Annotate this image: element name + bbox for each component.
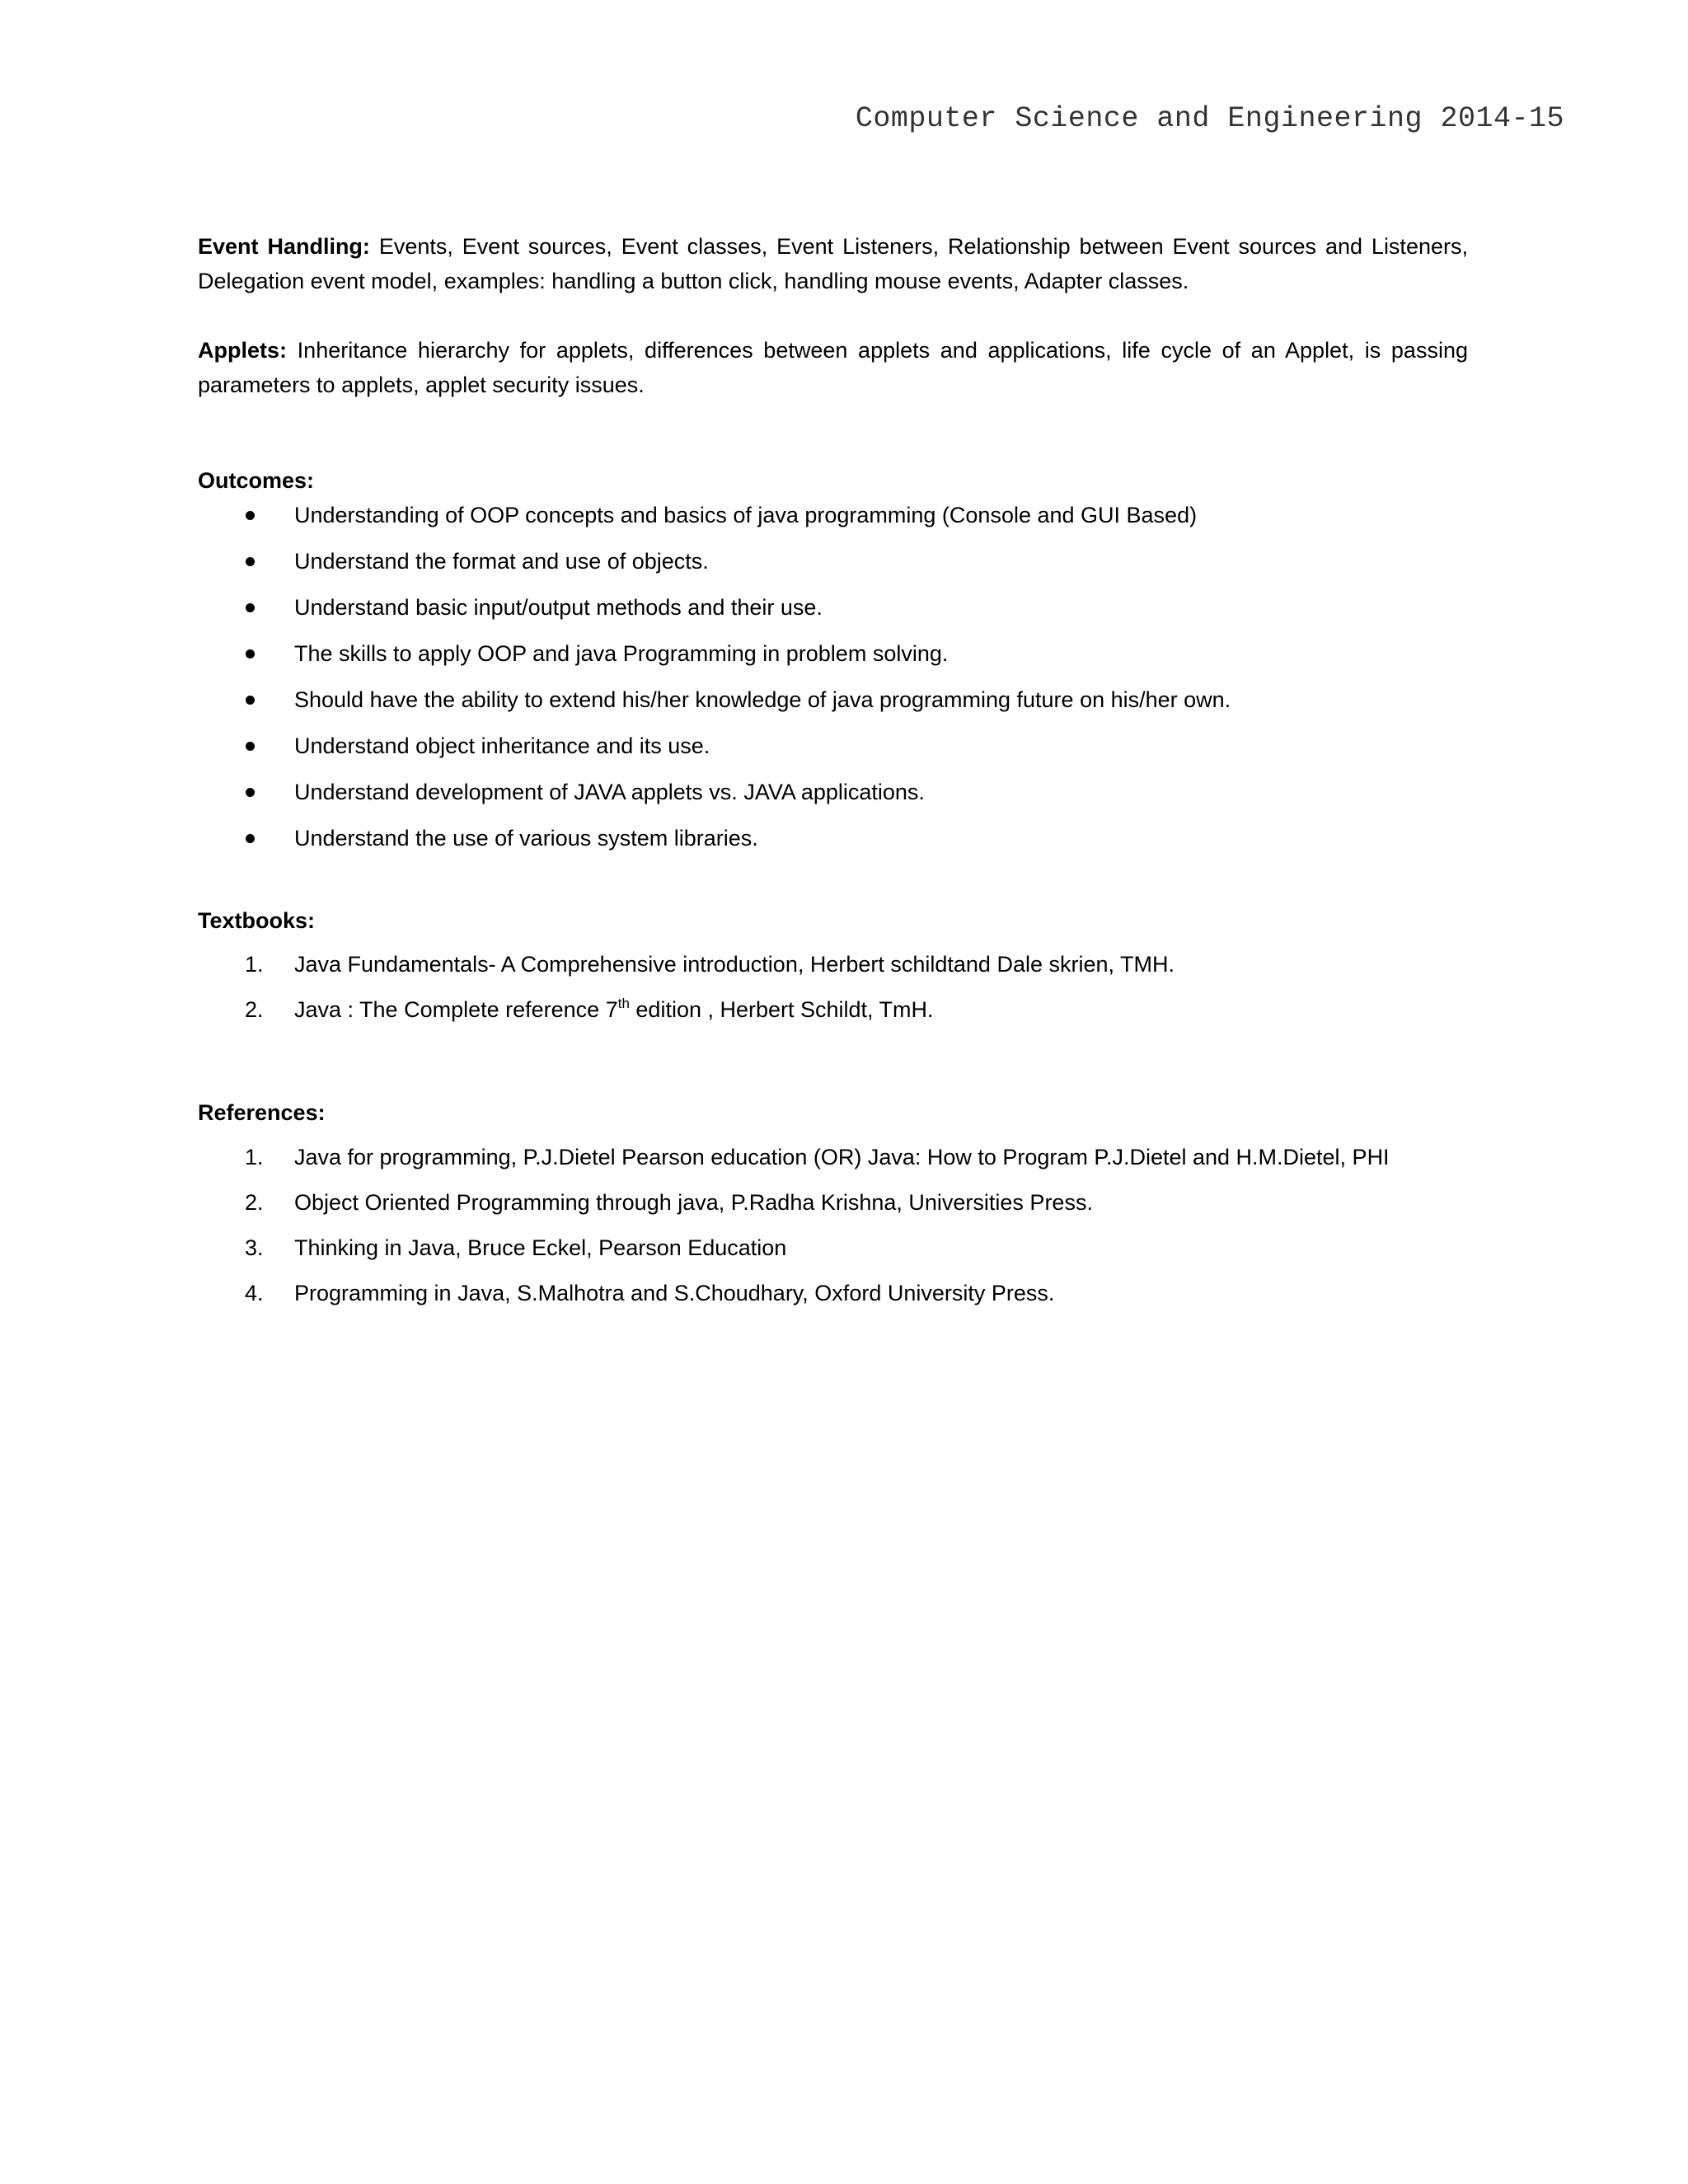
outcome-item xyxy=(198,682,1468,729)
bullet-icon xyxy=(246,742,255,751)
list-number: 3. xyxy=(245,1235,264,1260)
reference-text: Object Oriented Programming through java, P.Radha Krishna, Universities Press. xyxy=(294,1190,1093,1215)
textbook-text: Java Fundamentals- A Comprehensive introduction, Herbert schildtand Dale skrien, TMH. xyxy=(294,952,1175,977)
references-section xyxy=(198,1095,1468,1321)
edition-superscript: th xyxy=(617,996,630,1011)
reference-item xyxy=(198,1140,1468,1185)
outcome-item xyxy=(198,590,1468,636)
reference-item xyxy=(198,1230,1468,1276)
textbook-item xyxy=(198,947,1468,992)
references-heading: References: xyxy=(198,1100,326,1125)
list-number: 1. xyxy=(245,1145,264,1169)
bullet-icon xyxy=(246,511,255,520)
event-handling-text: Events, Event sources, Event classes, Event Listeners, Relationship between Event sources and Listeners, Delegation event model, examples: handling a button click, handling mouse events, Adapter classes. xyxy=(198,234,1468,293)
applets-paragraph xyxy=(198,333,1468,402)
applets-label: Applets: xyxy=(198,338,287,363)
textbooks-section xyxy=(198,903,1468,1038)
outcome-text: Understanding of OOP concepts and basics of java programming (Console and GUI Based) xyxy=(294,503,1198,527)
outcome-text: Understand basic input/output methods and their use. xyxy=(294,595,823,620)
outcome-item xyxy=(198,775,1468,821)
reference-item xyxy=(198,1276,1468,1321)
outcomes-heading: Outcomes: xyxy=(198,468,315,493)
bullet-icon xyxy=(246,788,255,797)
running-header: Computer Science and Engineering 2014-15 xyxy=(855,102,1564,135)
references-list xyxy=(198,1140,1468,1321)
bullet-icon xyxy=(246,649,255,658)
outcome-item xyxy=(198,636,1468,682)
textbooks-list xyxy=(198,947,1468,1038)
applets-text: Inheritance hierarchy for applets, differences between applets and applications, life cycle of an Applet, is passing parameters to applets, applet security issues. xyxy=(198,338,1468,397)
textbooks-heading: Textbooks: xyxy=(198,908,316,933)
outcome-item xyxy=(198,498,1468,544)
list-number: 2. xyxy=(245,1190,264,1215)
textbook-text-after: edition , Herbert Schildt, TmH. xyxy=(629,997,934,1022)
list-number: 4. xyxy=(245,1281,264,1305)
outcomes-list xyxy=(198,498,1468,867)
bullet-icon xyxy=(246,557,255,566)
bullet-icon xyxy=(246,834,255,843)
outcome-text: Understand object inheritance and its use. xyxy=(294,733,710,758)
reference-text: Programming in Java, S.Malhotra and S.Choudhary, Oxford University Press. xyxy=(294,1281,1055,1305)
reference-text: Thinking in Java, Bruce Eckel, Pearson Education xyxy=(294,1235,787,1260)
event-handling-paragraph xyxy=(198,229,1468,298)
reference-item xyxy=(198,1185,1468,1230)
outcome-text: Should have the ability to extend his/her knowledge of java programming future on his/her own. xyxy=(294,687,1231,712)
list-number: 2. xyxy=(245,997,264,1022)
bullet-icon xyxy=(246,603,255,612)
outcome-text: Understand the use of various system libraries. xyxy=(294,826,758,851)
outcome-text: Understand development of JAVA applets vs. JAVA applications. xyxy=(294,780,925,804)
textbook-text-before: Java : The Complete reference 7 xyxy=(294,997,618,1022)
page-content xyxy=(198,229,1468,1321)
outcome-item xyxy=(198,544,1468,590)
outcome-text: The skills to apply OOP and java Programming in problem solving. xyxy=(294,641,949,666)
list-number: 1. xyxy=(245,952,264,977)
outcomes-section xyxy=(198,463,1468,867)
event-handling-label: Event Handling: xyxy=(198,234,370,259)
outcome-item xyxy=(198,729,1468,775)
reference-text: Java for programming, P.J.Dietel Pearson education (OR) Java: How to Program P.J.Dietel and H.M.Dietel, PHI xyxy=(294,1145,1390,1169)
outcome-item xyxy=(198,821,1468,867)
textbook-item xyxy=(198,992,1468,1038)
bullet-icon xyxy=(246,696,255,705)
outcome-text: Understand the format and use of objects. xyxy=(294,549,709,574)
